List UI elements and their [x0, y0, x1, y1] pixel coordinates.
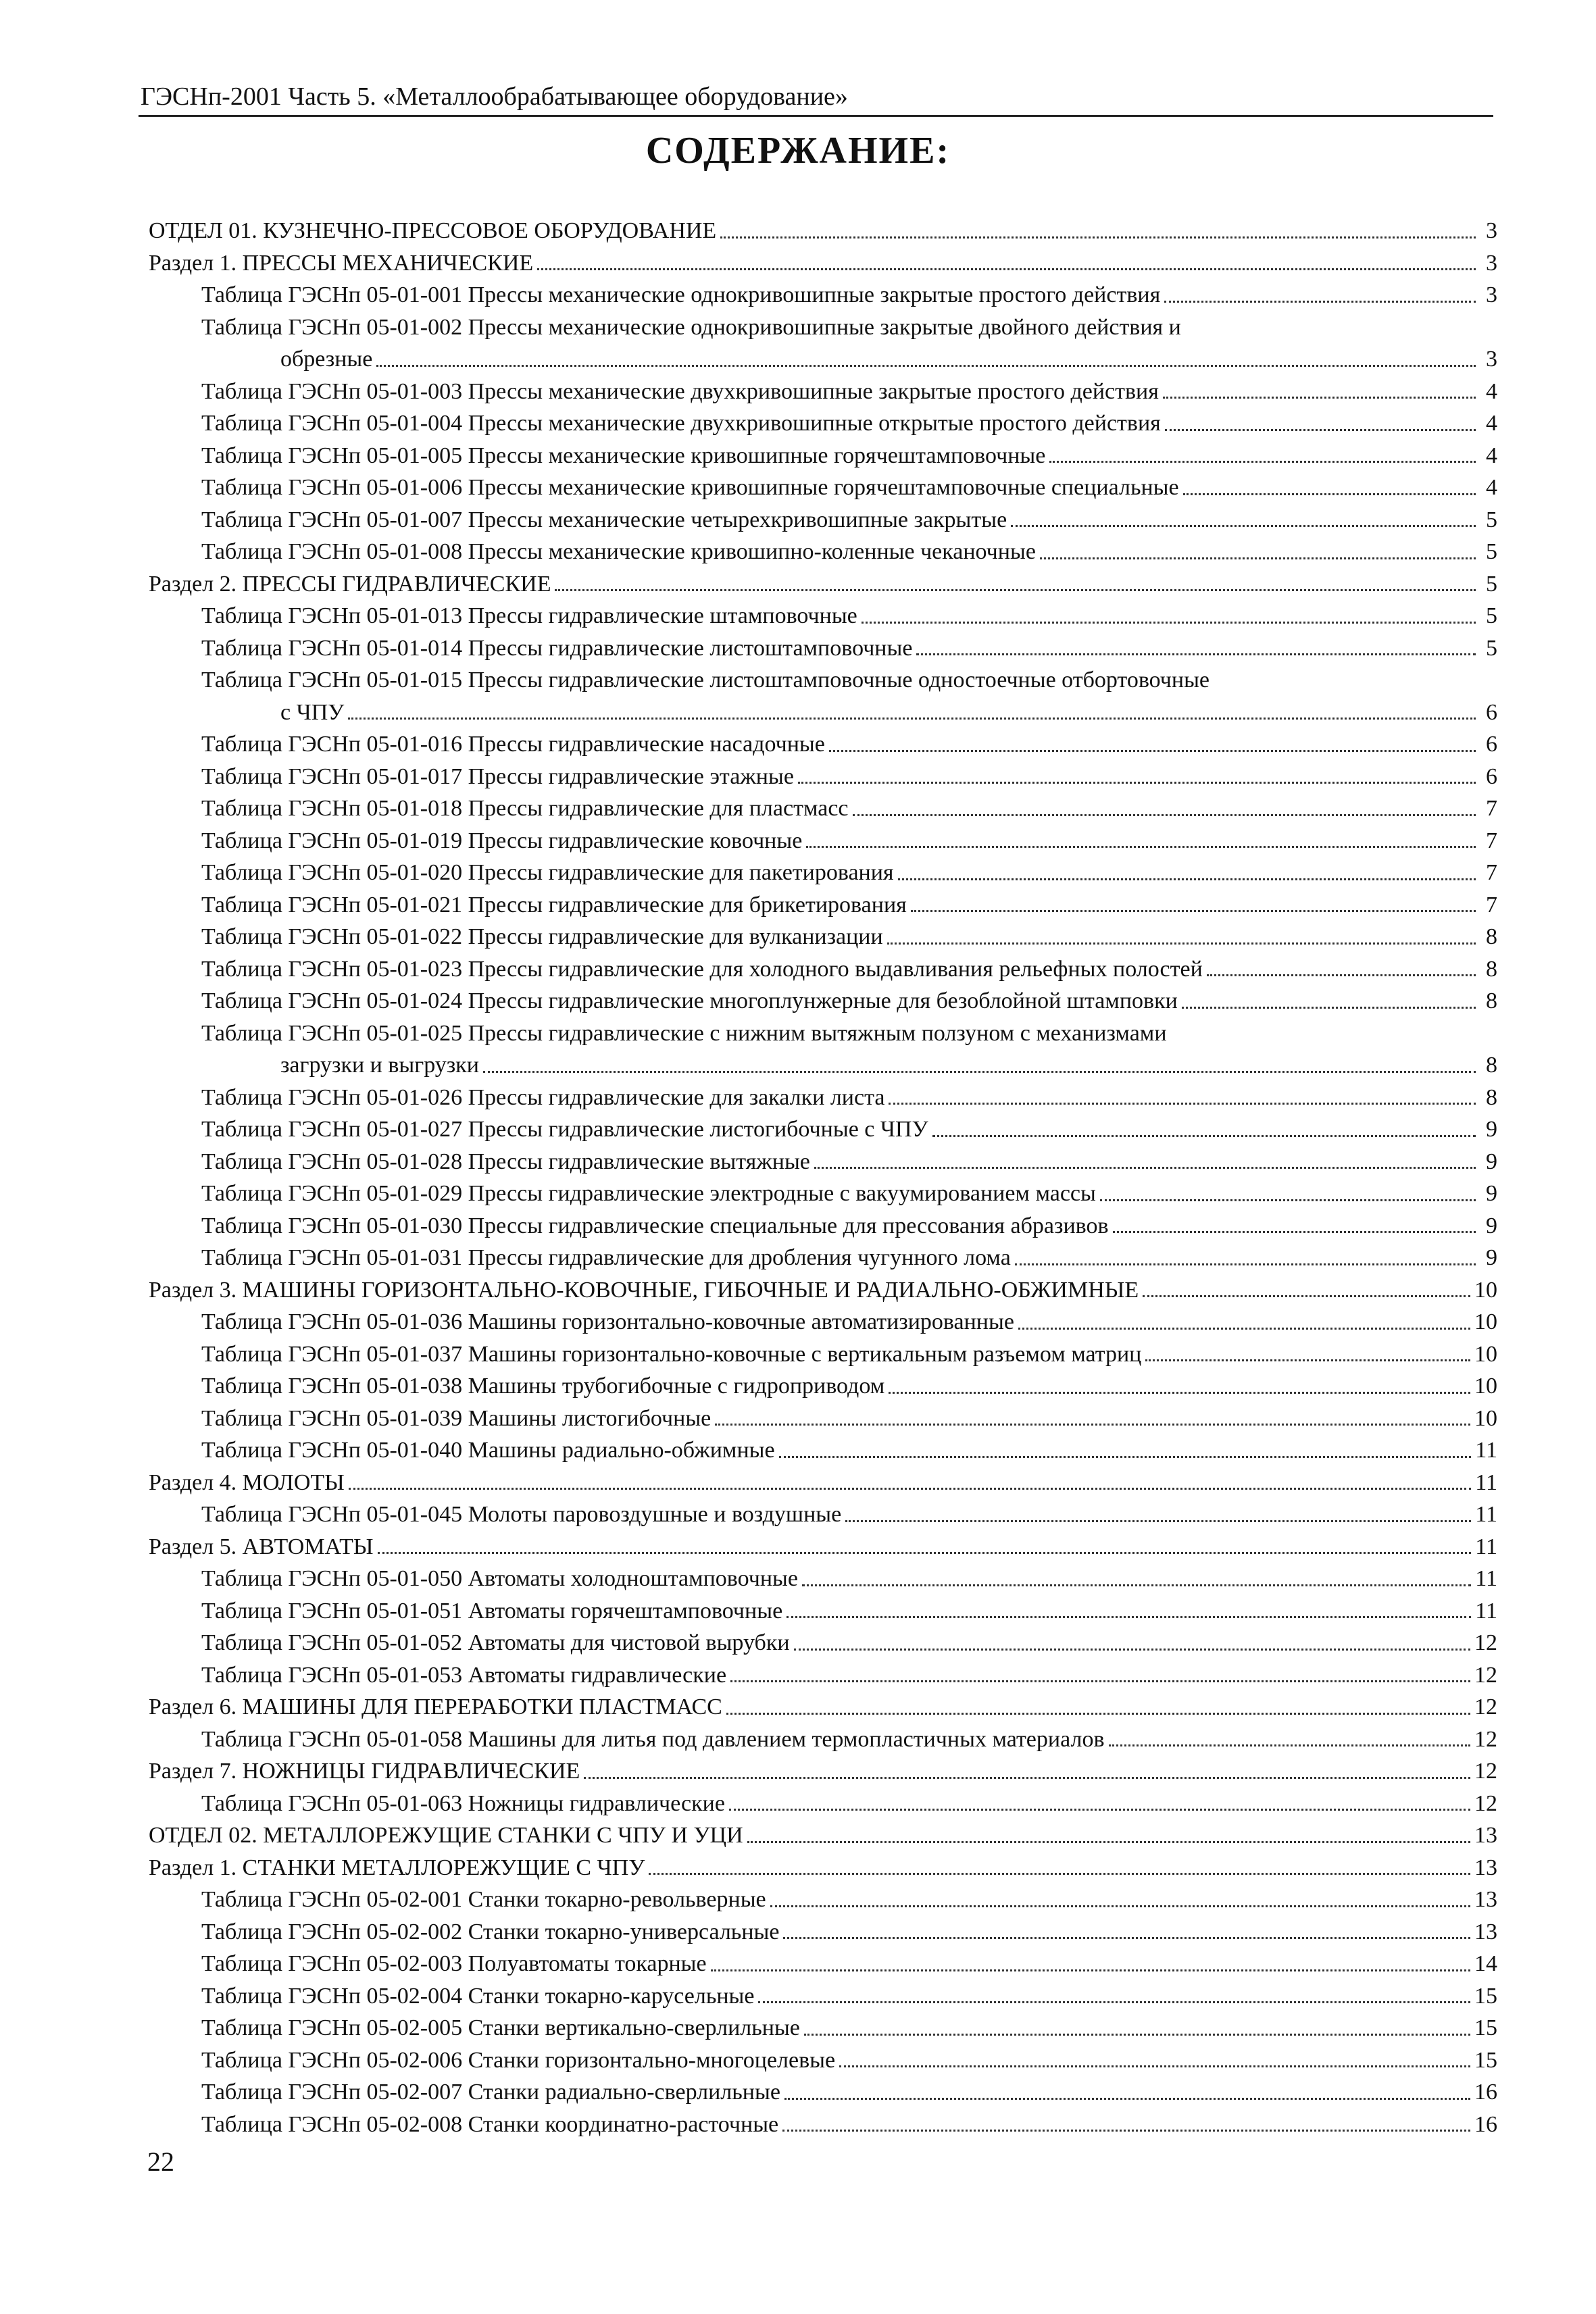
toc-entry-page: 7	[1486, 892, 1497, 917]
toc-entry-label: Таблица ГЭСНп 05-01-029 Прессы гидравлические электродные с вакуумированием массы	[201, 1181, 1096, 1206]
toc-dot-leader	[916, 653, 1476, 655]
toc-entry[interactable]	[149, 1724, 1497, 1756]
toc-entry-label: Таблица ГЭСНп 05-01-016 Прессы гидравлические насадочные	[201, 732, 825, 757]
toc-entry-label: Таблица ГЭСНп 05-01-004 Прессы механические двухкривошипные открытые простого действия	[201, 411, 1161, 436]
toc-entry-page: 12	[1474, 1694, 1497, 1719]
toc-dot-leader	[1163, 397, 1476, 399]
toc-entry-page: 11	[1475, 1469, 1497, 1495]
toc-entry-page: 5	[1486, 635, 1497, 661]
toc-dot-leader	[726, 1713, 1470, 1715]
toc-entry-page: 4	[1486, 475, 1497, 500]
toc-dot-leader	[932, 1135, 1476, 1137]
toc-entry-label: Таблица ГЭСНп 05-02-001 Станки токарно-револьверные	[201, 1887, 766, 1912]
toc-dot-leader	[1049, 461, 1476, 463]
toc-entry-page: 9	[1486, 1149, 1497, 1174]
toc-dot-leader	[1145, 1359, 1470, 1361]
toc-entry[interactable]	[149, 1146, 1497, 1178]
toc-entry[interactable]	[149, 825, 1497, 857]
toc-dot-leader	[829, 750, 1476, 752]
toc-entry-page: 3	[1486, 250, 1497, 276]
toc-entry-label: Таблица ГЭСНп 05-01-026 Прессы гидравлические для закалки листа	[201, 1084, 885, 1110]
toc-entry-page: 4	[1486, 443, 1497, 468]
toc-entry[interactable]	[149, 1274, 1497, 1307]
toc-dot-leader	[794, 1649, 1470, 1651]
toc-entry[interactable]	[149, 793, 1497, 825]
toc-entry-page: 12	[1474, 1759, 1497, 1784]
toc-entry-label: Таблица ГЭСНп 05-01-008 Прессы механические кривошипно-коленные чеканочные	[201, 539, 1036, 564]
toc-entry-label: Таблица ГЭСНп 05-01-037 Машины горизонтально-ковочные с вертикальным разъемом матриц	[201, 1341, 1142, 1367]
toc-dot-leader	[806, 846, 1476, 848]
toc-entry[interactable]	[149, 1755, 1497, 1788]
toc-dot-leader	[747, 1841, 1470, 1843]
toc-entry-continuation[interactable]	[149, 1049, 1497, 1082]
toc-entry-label: Раздел 3. МАШИНЫ ГОРИЗОНТАЛЬНО-КОВОЧНЫЕ, ГИБОЧНЫЕ И РАДИАЛЬНО-ОБЖИМНЫЕ	[149, 1277, 1139, 1303]
toc-dot-leader	[887, 942, 1476, 945]
toc-entry-label: Таблица ГЭСНп 05-01-003 Прессы механические двухкривошипные закрытые простого действия	[201, 378, 1159, 404]
toc-dot-leader	[537, 268, 1476, 270]
toc-dot-leader	[1182, 1007, 1476, 1009]
toc-dot-leader	[730, 1680, 1470, 1682]
toc-entry[interactable]	[149, 1306, 1497, 1338]
toc-entry-label: Таблица ГЭСНп 05-01-019 Прессы гидравлические ковочные	[201, 828, 803, 853]
page-number: 22	[147, 2146, 174, 2177]
toc-dot-leader	[853, 814, 1476, 816]
toc-entry[interactable]	[149, 728, 1497, 761]
toc-dot-leader	[1109, 1744, 1471, 1746]
toc-entry-page: 8	[1486, 1084, 1497, 1110]
toc-entry-label: Раздел 4. МОЛОТЫ	[149, 1469, 345, 1495]
toc-dot-leader	[1143, 1295, 1470, 1297]
toc-entry-label: Таблица ГЭСНп 05-01-050 Автоматы холодноштамповочные	[201, 1566, 798, 1591]
toc-entry-page: 3	[1486, 347, 1497, 372]
toc-dot-leader	[1165, 429, 1476, 431]
toc-entry-page: 13	[1474, 1823, 1497, 1848]
toc-entry-page: 4	[1486, 378, 1497, 404]
toc-entry-page: 11	[1475, 1438, 1497, 1463]
toc-entry-page: 11	[1475, 1502, 1497, 1527]
toc-entry-label: Таблица ГЭСНп 05-01-063 Ножницы гидравлические	[201, 1790, 725, 1816]
toc-entry-page: 16	[1474, 2080, 1497, 2105]
toc-dot-leader	[758, 2001, 1470, 2003]
toc-entry-page: 15	[1474, 2047, 1497, 2073]
toc-entry-page: 10	[1474, 1405, 1497, 1431]
toc-entry[interactable]	[149, 1852, 1497, 1884]
toc-entry[interactable]	[149, 311, 1497, 344]
running-header: ГЭСНп-2001 Часть 5. «Металлообрабатывающее оборудование»	[141, 82, 848, 111]
toc-dot-leader	[911, 910, 1476, 912]
toc-entry-page: 8	[1486, 1053, 1497, 1078]
toc-entry-label: Таблица ГЭСНп 05-01-002 Прессы механические однокривошипные закрытые двойного действия и	[201, 314, 1181, 340]
toc-entry-label: Таблица ГЭСНп 05-02-005 Станки вертикально-сверлильные	[201, 2015, 800, 2040]
toc-entry-label: Таблица ГЭСНп 05-02-002 Станки токарно-универсальные	[201, 1919, 780, 1944]
toc-entry[interactable]	[149, 632, 1497, 665]
toc-entry-label: Таблица ГЭСНп 05-01-040 Машины радиально-обжимные	[201, 1438, 775, 1463]
toc-entry-page: 6	[1486, 732, 1497, 757]
toc-entry-page: 8	[1486, 924, 1497, 949]
toc-entry-label: Таблица ГЭСНп 05-01-027 Прессы гидравлические листогибочные с ЧПУ	[201, 1117, 928, 1142]
toc-entry[interactable]	[149, 953, 1497, 986]
toc-dot-leader	[1018, 1328, 1470, 1330]
toc-entry-label: Таблица ГЭСНп 05-01-031 Прессы гидравлические для дробления чугунного лома	[201, 1245, 1011, 1270]
toc-entry-page: 4	[1486, 411, 1497, 436]
toc-entry-page: 3	[1486, 282, 1497, 307]
toc-entry[interactable]	[149, 1242, 1497, 1274]
toc-dot-leader	[584, 1777, 1470, 1779]
toc-entry-label: Таблица ГЭСНп 05-01-036 Машины горизонтально-ковочные автоматизированные	[201, 1309, 1014, 1334]
toc-entry[interactable]	[149, 504, 1497, 536]
toc-entry-label: Таблица ГЭСНп 05-01-021 Прессы гидравлические для брикетирования	[201, 892, 907, 917]
toc-entry[interactable]	[149, 1627, 1497, 1659]
toc-dot-leader	[784, 2098, 1470, 2100]
toc-entry[interactable]	[149, 2044, 1497, 2077]
toc-entry-page: 6	[1486, 699, 1497, 725]
toc-entry-page: 13	[1474, 1919, 1497, 1944]
toc-dot-leader	[787, 1616, 1471, 1618]
toc-entry[interactable]	[149, 1338, 1497, 1371]
toc-entry-label: Таблица ГЭСНп 05-01-030 Прессы гидравлические специальные для прессования абразивов	[201, 1213, 1109, 1238]
toc-entry[interactable]	[149, 857, 1497, 889]
toc-entry-page: 5	[1486, 571, 1497, 597]
toc-entry-page: 7	[1486, 860, 1497, 885]
toc-entry[interactable]	[149, 1691, 1497, 1724]
toc-dot-leader	[1015, 1263, 1476, 1265]
toc-entry-page: 9	[1486, 1245, 1497, 1270]
toc-entry-page: 7	[1486, 828, 1497, 853]
toc-entry[interactable]	[149, 1948, 1497, 1980]
toc-entry[interactable]	[149, 664, 1497, 697]
toc-entry[interactable]	[149, 1884, 1497, 1916]
toc-entry[interactable]	[149, 536, 1497, 568]
toc-dot-leader	[715, 1424, 1470, 1426]
toc-entry-page: 11	[1475, 1598, 1497, 1624]
toc-dot-leader	[483, 1071, 1476, 1073]
toc-entry-page: 12	[1474, 1662, 1497, 1688]
toc-dot-leader	[1113, 1231, 1476, 1233]
toc-entry-label: Таблица ГЭСНп 05-01-015 Прессы гидравлические листоштамповочные одностоечные отбортовочные	[201, 668, 1210, 693]
toc-entry-label: Таблица ГЭСНп 05-01-014 Прессы гидравлические листоштамповочные	[201, 635, 913, 661]
toc-entry-label: Таблица ГЭСНп 05-01-052 Автоматы для чистовой вырубки	[201, 1630, 790, 1655]
toc-entry[interactable]	[149, 1210, 1497, 1242]
toc-entry-label: Таблица ГЭСНп 05-01-023 Прессы гидравлические для холодного выдавливания рельефных полостей	[201, 956, 1203, 982]
toc-entry-label: Таблица ГЭСНп 05-01-018 Прессы гидравлические для пластмасс	[201, 796, 849, 821]
toc-entry-label: Таблица ГЭСНп 05-01-022 Прессы гидравлические для вулканизации	[201, 924, 883, 949]
toc-entry[interactable]	[149, 472, 1497, 504]
toc-entry-page: 16	[1474, 2111, 1497, 2137]
toc-entry[interactable]	[149, 1819, 1497, 1852]
toc-dot-leader	[378, 1552, 1472, 1554]
toc-entry[interactable]	[149, 1595, 1497, 1628]
toc-entry-label: Таблица ГЭСНп 05-01-005 Прессы механические кривошипные горячештамповочные	[201, 443, 1046, 468]
toc-dot-leader	[555, 589, 1476, 591]
toc-entry[interactable]	[149, 761, 1497, 793]
toc-entry-page: 5	[1486, 603, 1497, 628]
toc-entry[interactable]	[149, 1980, 1497, 2013]
toc-dot-leader	[770, 1905, 1470, 1907]
page-title: СОДЕРЖАНИЕ:	[645, 130, 951, 172]
toc-entry[interactable]	[149, 889, 1497, 922]
toc-entry-label: загрузки и выгрузки	[280, 1053, 479, 1078]
toc-entry-page: 13	[1474, 1887, 1497, 1912]
header-divider	[139, 115, 1493, 117]
toc-entry-page: 3	[1486, 218, 1497, 243]
toc-entry-label: Таблица ГЭСНп 05-01-006 Прессы механические кривошипные горячештамповочные специальные	[201, 475, 1179, 500]
toc-entry[interactable]	[149, 215, 1497, 247]
toc-entry-page: 10	[1474, 1341, 1497, 1367]
toc-entry-label: Таблица ГЭСНп 05-01-038 Машины трубогибочные с гидроприводом	[201, 1374, 885, 1399]
toc-entry[interactable]	[149, 1178, 1497, 1210]
toc-dot-leader	[1011, 525, 1476, 527]
toc-entry-label: Таблица ГЭСНп 05-01-039 Машины листогибочные	[201, 1405, 712, 1431]
toc-entry[interactable]	[149, 568, 1497, 601]
toc-entry[interactable]	[149, 1017, 1497, 1050]
toc-entry-label: Таблица ГЭСНп 05-02-003 Полуавтоматы токарные	[201, 1951, 707, 1976]
toc-entry-label: Таблица ГЭСНп 05-01-001 Прессы механические однокривошипные закрытые простого действия	[201, 282, 1161, 307]
toc-entry-label: Таблица ГЭСНп 05-01-045 Молоты паровоздушные и воздушные	[201, 1502, 842, 1527]
toc-entry-page: 9	[1486, 1181, 1497, 1206]
toc-entry-page: 12	[1474, 1726, 1497, 1752]
toc-entry[interactable]	[149, 1563, 1497, 1595]
toc-dot-leader	[889, 1103, 1476, 1105]
toc-entry[interactable]	[149, 2012, 1497, 2044]
toc-entry-label: ОТДЕЛ 01. КУЗНЕЧНО-ПРЕССОВОЕ ОБОРУДОВАНИЕ	[149, 218, 717, 243]
toc-entry-page: 12	[1474, 1790, 1497, 1816]
toc-dot-leader	[814, 1167, 1476, 1169]
toc-entry[interactable]	[149, 440, 1497, 472]
toc-dot-leader	[845, 1520, 1471, 1522]
toc-entry-page: 11	[1475, 1566, 1497, 1591]
toc-entry-label: Раздел 5. АВТОМАТЫ	[149, 1534, 374, 1559]
toc-dot-leader	[711, 1969, 1470, 1971]
toc-entry-label: Таблица ГЭСНп 05-01-051 Автоматы горячештамповочные	[201, 1598, 783, 1624]
toc-dot-leader	[348, 718, 1476, 720]
toc-entry-page: 8	[1486, 956, 1497, 982]
toc-entry-label: Таблица ГЭСНп 05-02-004 Станки токарно-карусельные	[201, 1983, 755, 2009]
toc-entry-label: Таблица ГЭСНп 05-01-017 Прессы гидравлические этажные	[201, 763, 794, 789]
table-of-contents	[149, 215, 1497, 2140]
toc-dot-leader	[782, 2130, 1470, 2132]
toc-entry-page: 14	[1474, 1951, 1497, 1976]
toc-entry-page: 5	[1486, 539, 1497, 564]
toc-dot-leader	[649, 1873, 1470, 1875]
toc-dot-leader	[898, 878, 1476, 880]
toc-entry-label: Таблица ГЭСНп 05-01-020 Прессы гидравлические для пакетирования	[201, 860, 894, 885]
toc-entry[interactable]	[149, 1082, 1497, 1114]
toc-dot-leader	[729, 1809, 1470, 1811]
toc-entry-label: Таблица ГЭСНп 05-01-025 Прессы гидравлические с нижним вытяжным ползуном с механизмами	[201, 1020, 1167, 1046]
toc-entry[interactable]	[149, 1113, 1497, 1146]
toc-entry-label: Таблица ГЭСНп 05-01-028 Прессы гидравлические вытяжные	[201, 1149, 810, 1174]
toc-entry[interactable]	[149, 1467, 1497, 1499]
toc-entry-label: ОТДЕЛ 02. МЕТАЛЛОРЕЖУЩИЕ СТАНКИ С ЧПУ И УЦИ	[149, 1823, 743, 1848]
toc-dot-leader	[783, 1937, 1470, 1939]
toc-entry-continuation[interactable]	[149, 697, 1497, 729]
toc-dot-leader	[862, 622, 1476, 624]
toc-entry[interactable]	[149, 407, 1497, 440]
toc-entry-continuation[interactable]	[149, 343, 1497, 376]
toc-entry-label: Таблица ГЭСНп 05-02-008 Станки координатно-расточные	[201, 2111, 779, 2137]
toc-entry-page: 9	[1486, 1213, 1497, 1238]
toc-entry-page: 10	[1474, 1374, 1497, 1399]
toc-dot-leader	[1100, 1199, 1476, 1201]
toc-dot-leader	[720, 236, 1476, 238]
toc-entry-label: Таблица ГЭСНп 05-01-013 Прессы гидравлические штамповочные	[201, 603, 857, 628]
toc-entry-page: 13	[1474, 1855, 1497, 1880]
toc-dot-leader	[1207, 974, 1476, 976]
toc-entry-label: Таблица ГЭСНп 05-02-007 Станки радиально-сверлильные	[201, 2080, 780, 2105]
toc-entry[interactable]	[149, 921, 1497, 953]
toc-entry[interactable]	[149, 1403, 1497, 1435]
toc-entry[interactable]	[149, 600, 1497, 632]
toc-entry[interactable]	[149, 1788, 1497, 1820]
toc-entry-page: 12	[1474, 1630, 1497, 1655]
toc-entry-label: обрезные	[280, 347, 373, 372]
toc-dot-leader	[798, 782, 1476, 784]
toc-dot-leader	[889, 1392, 1470, 1394]
toc-entry-label: Таблица ГЭСНп 05-01-024 Прессы гидравлические многоплунжерные для безоблойной штамповки	[201, 988, 1178, 1013]
toc-entry[interactable]	[149, 1370, 1497, 1403]
toc-entry[interactable]	[149, 1659, 1497, 1692]
toc-entry-page: 5	[1486, 507, 1497, 532]
toc-entry[interactable]	[149, 376, 1497, 408]
toc-entry-page: 15	[1474, 2015, 1497, 2040]
toc-entry-page: 7	[1486, 796, 1497, 821]
toc-entry-page: 10	[1474, 1277, 1497, 1303]
toc-entry-page: 10	[1474, 1309, 1497, 1334]
toc-dot-leader	[376, 365, 1476, 367]
toc-entry[interactable]	[149, 1499, 1497, 1531]
toc-dot-leader	[779, 1456, 1472, 1458]
toc-entry-page: 8	[1486, 988, 1497, 1013]
toc-dot-leader	[804, 2034, 1470, 2036]
toc-entry[interactable]	[149, 1434, 1497, 1467]
toc-entry-label: Раздел 7. НОЖНИЦЫ ГИДРАВЛИЧЕСКИЕ	[149, 1759, 580, 1784]
toc-entry[interactable]	[149, 279, 1497, 311]
toc-entry-label: Раздел 1. ПРЕССЫ МЕХАНИЧЕСКИЕ	[149, 250, 534, 276]
toc-entry[interactable]	[149, 1531, 1497, 1563]
toc-dot-leader	[1164, 301, 1476, 303]
toc-dot-leader	[839, 2065, 1470, 2067]
toc-entry-page: 15	[1474, 1983, 1497, 2009]
toc-entry-label: Раздел 2. ПРЕССЫ ГИДРАВЛИЧЕСКИЕ	[149, 571, 551, 597]
toc-entry[interactable]	[149, 1916, 1497, 1948]
toc-dot-leader	[349, 1488, 1471, 1490]
toc-entry[interactable]	[149, 2109, 1497, 2141]
toc-dot-leader	[1040, 557, 1476, 559]
toc-entry[interactable]	[149, 247, 1497, 280]
toc-entry-page: 9	[1486, 1117, 1497, 1142]
toc-dot-leader	[1183, 493, 1476, 495]
toc-entry-label: Таблица ГЭСНп 05-01-007 Прессы механические четырехкривошипные закрытые	[201, 507, 1007, 532]
toc-entry-page: 6	[1486, 763, 1497, 789]
toc-entry-label: с ЧПУ	[280, 699, 345, 725]
toc-entry[interactable]	[149, 985, 1497, 1017]
toc-entry-page: 11	[1475, 1534, 1497, 1559]
toc-entry-label: Таблица ГЭСНп 05-01-053 Автоматы гидравлические	[201, 1662, 727, 1688]
toc-entry-label: Раздел 1. СТАНКИ МЕТАЛЛОРЕЖУЩИЕ С ЧПУ	[149, 1855, 645, 1880]
toc-entry-label: Таблица ГЭСНп 05-01-058 Машины для литья под давлением термопластичных материалов	[201, 1726, 1105, 1752]
toc-entry-label: Таблица ГЭСНп 05-02-006 Станки горизонтально-многоцелевые	[201, 2047, 836, 2073]
toc-entry-label: Раздел 6. МАШИНЫ ДЛЯ ПЕРЕРАБОТКИ ПЛАСТМАСС	[149, 1694, 722, 1719]
toc-dot-leader	[802, 1584, 1471, 1586]
toc-entry[interactable]	[149, 2076, 1497, 2109]
